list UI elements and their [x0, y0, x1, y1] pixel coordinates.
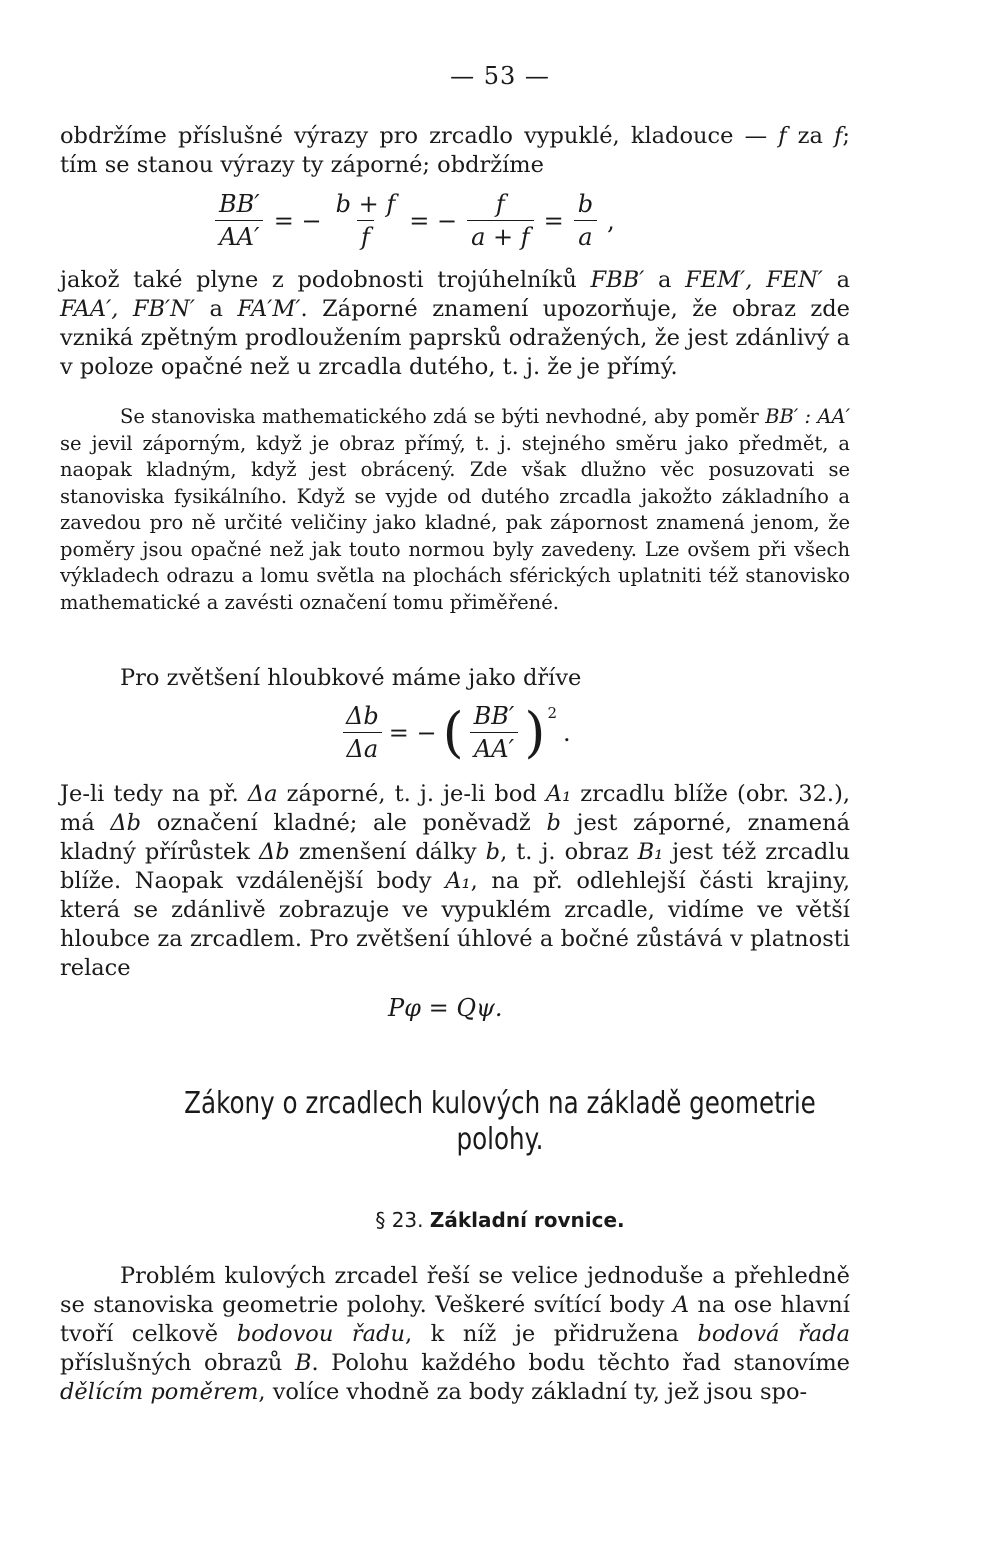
- page-number: — 53 —: [450, 62, 550, 90]
- fraction: $\frac{b}{a}$: [574, 190, 597, 251]
- paragraph-4: Pro zvětšení hloubkové máme jako dříve: [120, 665, 582, 691]
- fraction: $\frac{BB'}{AA'}$: [215, 190, 264, 251]
- chapter-heading: Zákony o zrcadlech kulových na základě geometrie polohy.: [184, 1086, 816, 1157]
- equation-magnification: $\frac{BB'}{AA'}$ = − $\frac{b + f}{f}$ = − $\frac{f}{a + f}$ = $\frac{b}{a}$ ,: [215, 190, 615, 251]
- paragraph-6: Problém kulových zrcadel řeší se velice jednoduše a přehledně se stanoviska geometrie polohy. Veškeré svítící body A na ose hlavní tvoří celkově bodovou řadu, k níž je přidružena bodová řada příslušných obrazů B. Polohu každého bodu těchto řad stanovíme dělícím poměrem, volíce vhodně za body základní ty, jež jsou spo-: [60, 1263, 850, 1405]
- fraction: $\frac{b + f}{f}$: [335, 190, 396, 251]
- fraction: $\frac{f}{a + f}$: [467, 190, 534, 251]
- paragraph-1: obdržíme příslušné výrazy pro zrcadlo vypuklé, kladouce — f za f; tím se stanou výrazy ty záporné; obdržíme: [60, 123, 850, 178]
- fraction: $\frac{\Delta b}{\Delta a}$: [342, 702, 383, 763]
- fraction: $\frac{BB'}{AA'}$: [470, 702, 519, 763]
- paragraph-3-note: Se stanoviska mathematického zdá se býti nevhodné, aby poměr BB′ : AA′ se jevil záporným, když je obraz přímý, t. j. stejného směru jako předmět, a naopak kladným, když jest obrácený. Zde však dlužno věc posuzovati se stanoviska fysikálního. Když se vyjde od dutého zrcadla jakožto základního a zavedou pro ně určité veličiny jako kladné, pak zápornost znamená jenom, že poměry jsou opačné než jak touto normou byly zavedeny. Lze ovšem při všech výkladech odrazu a lomu světla na plochách sférických uplatniti též stanovisko mathematické a zavésti označení tomu přiměřené.: [60, 405, 850, 614]
- equation-relation: Pφ = Qψ.: [388, 994, 503, 1022]
- paragraph-2: jakož také plyne z podobnosti trojúhelníků FBB′ a FEM′, FEN′ a FAA′, FB′N′ a FA′M′. Záporné znamení upozorňuje, že obraz zde vzniká zpětným prodloužením paprsků odražených, že jest zdánlivý a v poloze opačné než u zrcadla dutého, t. j. že je přímý.: [60, 267, 850, 380]
- section-heading: § 23. Základní rovnice.: [375, 1208, 625, 1232]
- equation-depth-magnification: $\frac{\Delta b}{\Delta a}$ = − ( $\frac{BB'}{AA'}$ ) $^2$ .: [342, 702, 571, 763]
- paragraph-5: Je-li tedy na př. Δa záporné, t. j. je-li bod A₁ zrcadlu blíže (obr. 32.), má Δb označení kladné; ale poněvadž b jest záporné, znamená kladný přírůstek Δb zmenšení dálky b, t. j. obraz B₁ jest též zrcadlu blíže. Naopak vzdálenější body A₁, na př. odlehlejší části krajiny, která se zdánlivě zobrazuje ve vypuklém zrcadle, vidíme ve větší hloubce za zrcadlem. Pro zvětšení úhlové a bočné zůstává v platnosti relace: [60, 781, 851, 981]
